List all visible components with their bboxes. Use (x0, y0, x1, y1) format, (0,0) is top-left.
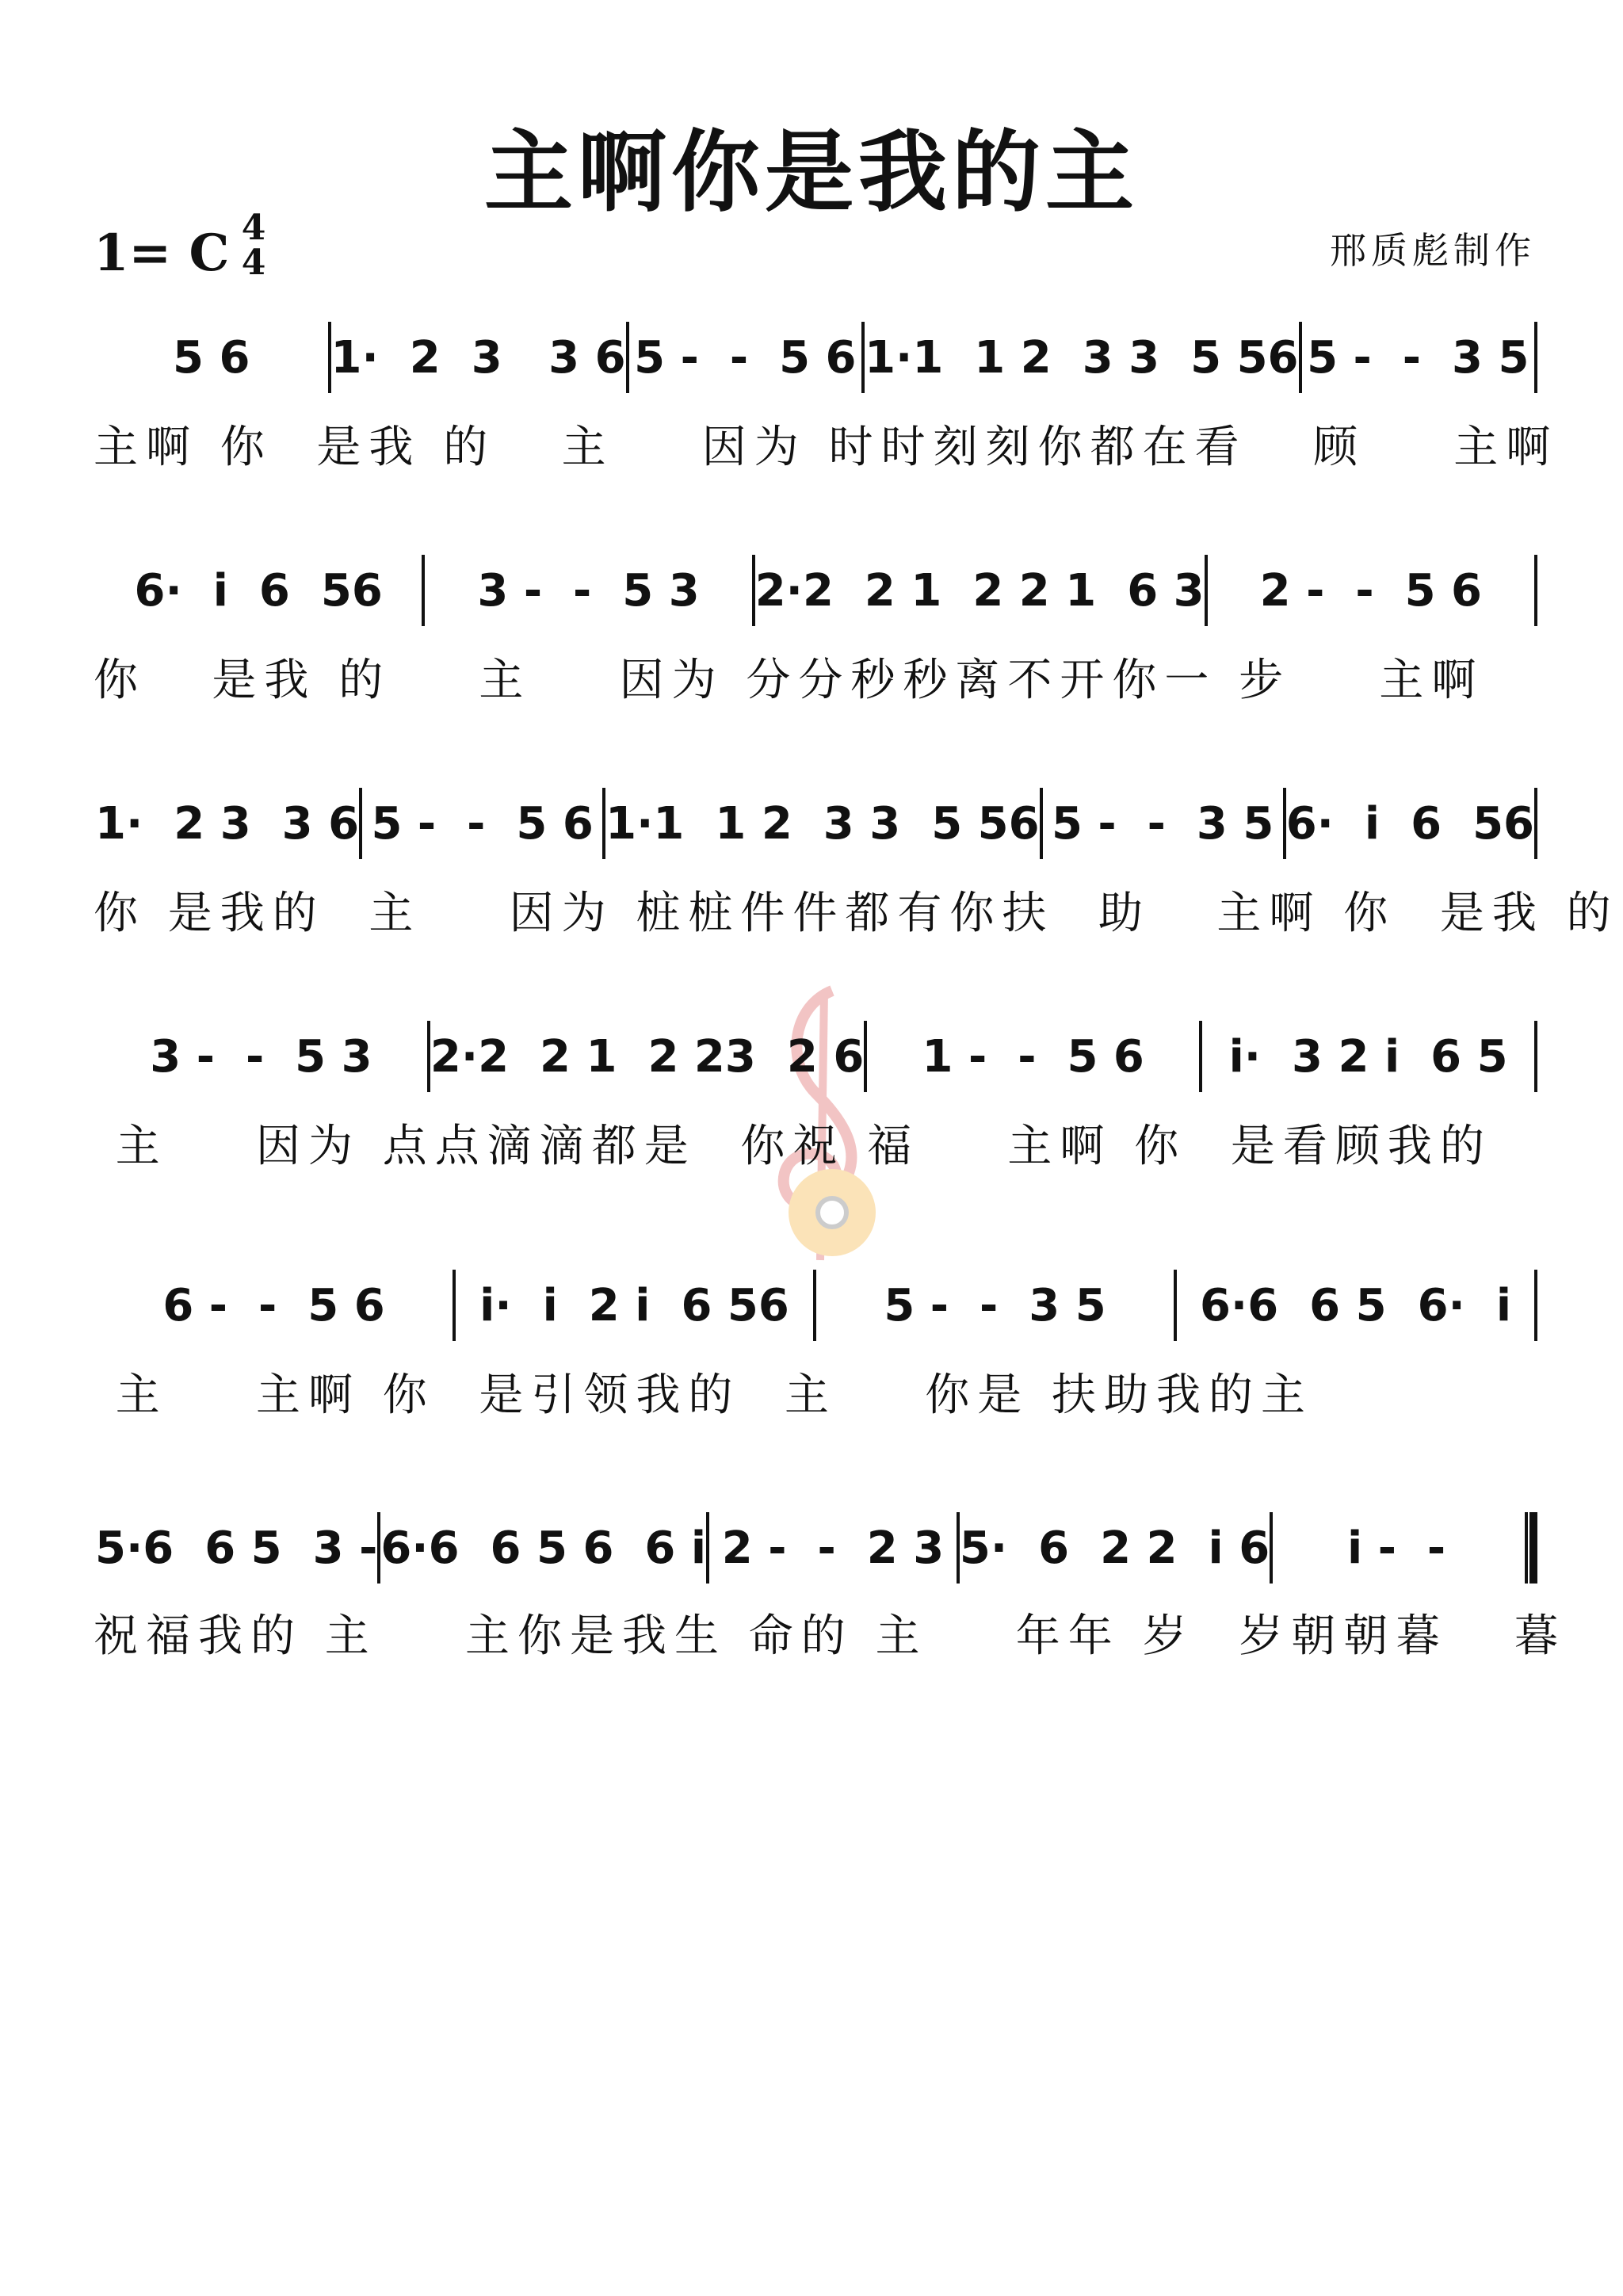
measure: 6·6 6 5 6 6 i (380, 1522, 707, 1574)
measure: 1·1 1 2 3 3 5 56 (865, 331, 1299, 384)
measure: 5 - - 3 5 (1307, 331, 1529, 384)
measure: 2 - - 5 6 (1259, 564, 1482, 617)
measure: i· 3 2 i 6 5 (1228, 1030, 1508, 1083)
bar-line (1534, 1270, 1537, 1341)
song-title: 主啊你是我的主 (484, 121, 1139, 224)
bar-line (1534, 322, 1537, 393)
bar-line (1534, 555, 1537, 626)
time-signature (235, 208, 273, 283)
lyrics-line-3: 你 是我的 主 因为 桩桩件件都有你扶 助 主啊 你 是我 的 (94, 888, 1619, 939)
measure: 5· 6 2 2 i 6 (959, 1522, 1270, 1574)
score-line-6 (95, 1512, 1537, 1584)
lyrics-line-1: 主啊 你 是我 的 主 因为 时时刻刻你都在看 顾 主啊 (94, 422, 1559, 473)
measure: 5 6 (173, 331, 250, 384)
measure: 5 - - 5 6 (634, 331, 857, 384)
measure: 1 - - 5 6 (922, 1030, 1144, 1083)
time-signature-numerator: 4 (241, 208, 266, 248)
measure: 3 - - 5 3 (477, 564, 700, 617)
score-line-5 (95, 1270, 1537, 1341)
measure: 6· i 6 56 (1285, 797, 1534, 850)
bar-line (1534, 788, 1537, 859)
measure: 2·2 2 1 2 2 1 6 3 (754, 564, 1205, 617)
lyrics-line-2: 你 是我 的 主 因为 分分秒秒离不开你一 步 主啊 (94, 655, 1484, 706)
measure: 1·1 1 2 3 3 5 56 (605, 797, 1040, 850)
measure: 1· 2 3 3 6 (95, 797, 360, 850)
measure: 5 - - 3 5 (1051, 797, 1274, 850)
measure: 2 - - 2 3 (721, 1522, 945, 1574)
measure: 6 - - 5 6 (162, 1279, 385, 1331)
time-signature-denominator: 4 (241, 243, 266, 283)
lyrics-line-4: 主 因为 点点滴滴都是 你祝 福 主啊 你 是看顾我的 (94, 1121, 1492, 1172)
score-line-1 (95, 322, 1537, 393)
measure: i - - (1347, 1522, 1446, 1574)
credit-line: 邢质彪制作 (1330, 229, 1536, 272)
measure: 6· i 6 56 (134, 564, 383, 617)
key-signature: 1= C (94, 223, 230, 283)
score-line-3 (95, 788, 1537, 859)
measure: i· i 2 i 6 56 (479, 1279, 789, 1331)
measure: 6·6 6 5 6· i (1199, 1279, 1512, 1331)
final-bar-line (1525, 1512, 1537, 1584)
measure: 1· 2 3 3 6 (330, 331, 626, 384)
measure: 3 - - 5 3 (150, 1030, 372, 1083)
lyrics-line-6: 祝福我的 主 主你是我生 命的 主 年年 岁 岁朝朝暮 暮 (94, 1610, 1567, 1662)
measure: 5 - - 5 6 (371, 797, 594, 850)
measure: 2·2 2 1 2 23 2 6 (430, 1030, 865, 1083)
score-line-2 (95, 555, 1537, 626)
lyrics-line-5: 主 主啊 你 是引领我的 主 你是 扶助我的主 (94, 1370, 1314, 1421)
measure: 5·6 6 5 3 - (95, 1522, 378, 1574)
bar-line (1534, 1021, 1537, 1092)
score-line-4 (95, 1021, 1537, 1092)
measure: 5 - - 3 5 (884, 1279, 1106, 1331)
